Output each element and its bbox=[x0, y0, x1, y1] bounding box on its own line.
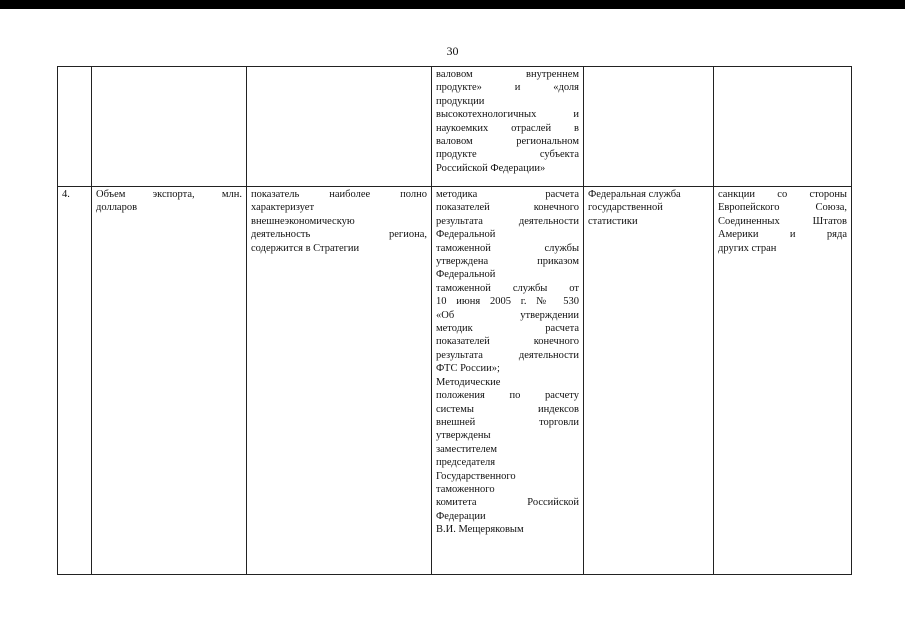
text-line: Федеральной bbox=[436, 269, 496, 281]
text-line: Европейского Союза, bbox=[718, 202, 847, 214]
cell-indicator bbox=[92, 67, 247, 187]
text-line: ФТС России»; bbox=[436, 363, 500, 375]
text-line: статистики bbox=[588, 215, 638, 227]
top-black-bar bbox=[0, 0, 905, 9]
text-line: положения по расчету bbox=[436, 390, 579, 402]
text-line: валовом внутреннем bbox=[436, 69, 579, 80]
text-line: Федерации bbox=[436, 510, 486, 522]
text-line: результата деятельности bbox=[436, 215, 579, 227]
text-line: результата деятельности bbox=[436, 349, 579, 361]
text-line: показателей конечного bbox=[436, 202, 579, 214]
text-line: таможенного bbox=[436, 483, 495, 495]
cell-description bbox=[247, 67, 432, 187]
text-line: Федеральной bbox=[436, 229, 496, 241]
text-line: таможенной службы bbox=[436, 242, 579, 254]
text-line: показатель наиболее полно bbox=[251, 189, 427, 200]
text-line: санкции со стороны bbox=[718, 189, 847, 200]
text-line: Америки и ряда bbox=[718, 229, 847, 241]
cell-methodology bbox=[432, 187, 584, 575]
text-line: содержится в Стратегии bbox=[251, 242, 360, 254]
text-line: Методические bbox=[436, 376, 501, 388]
text-line: таможенной службы от bbox=[436, 282, 579, 294]
text-line: валовом региональном bbox=[436, 136, 579, 148]
text-line: Государственного bbox=[436, 470, 516, 482]
text-line: Объем экспорта, млн. bbox=[96, 189, 242, 200]
text-line: долларов bbox=[96, 202, 138, 214]
text-line: Соединенных Штатов bbox=[718, 215, 847, 227]
text-line: продукции bbox=[436, 95, 485, 107]
cell-description bbox=[247, 187, 432, 575]
cell-source bbox=[584, 67, 714, 187]
cell-source bbox=[584, 187, 714, 575]
cell-risks bbox=[714, 187, 852, 575]
text-line: В.И. Мещеряковым bbox=[436, 524, 524, 536]
text-line: внешнеэкономическую bbox=[251, 215, 355, 227]
text-line: продукте субъекта bbox=[436, 149, 579, 161]
cell-methodology bbox=[432, 67, 584, 187]
text-line: методик расчета bbox=[436, 323, 579, 335]
text-line: Российской Федерации» bbox=[436, 162, 546, 174]
table-row-4 bbox=[58, 187, 852, 575]
text-line: показателей конечного bbox=[436, 336, 579, 348]
text-line: Федеральная служба bbox=[588, 189, 681, 200]
text-line: высокотехнологичных и bbox=[436, 109, 579, 121]
indicators-table bbox=[57, 66, 852, 575]
page-number: 30 bbox=[446, 44, 459, 58]
text-line: 10 июня 2005 г. № 530 bbox=[436, 296, 579, 308]
text-line: государственной bbox=[588, 202, 663, 214]
cell-number bbox=[58, 67, 92, 187]
cell-number: 4. bbox=[58, 187, 92, 575]
cell-indicator bbox=[92, 187, 247, 575]
text-line: характеризует bbox=[251, 202, 315, 214]
text-line: заместителем bbox=[436, 443, 498, 455]
text-line: внешней торговли bbox=[436, 416, 579, 428]
text-line: других стран bbox=[718, 242, 777, 254]
text-line: утверждены bbox=[436, 430, 491, 442]
cell-risks bbox=[714, 67, 852, 187]
text-line: председателя bbox=[436, 457, 496, 469]
text-line: продукте» и «доля bbox=[436, 82, 579, 94]
text-line: системы индексов bbox=[436, 403, 579, 415]
text-line: методика расчета bbox=[436, 189, 579, 200]
table-row-continued bbox=[58, 67, 852, 187]
text-line: утверждена приказом bbox=[436, 256, 579, 268]
text-line: деятельность региона, bbox=[251, 229, 427, 241]
text-line: наукоемких отраслей в bbox=[436, 122, 579, 134]
text-line: «Об утверждении bbox=[436, 309, 579, 321]
text-line: комитета Российской bbox=[436, 497, 579, 509]
